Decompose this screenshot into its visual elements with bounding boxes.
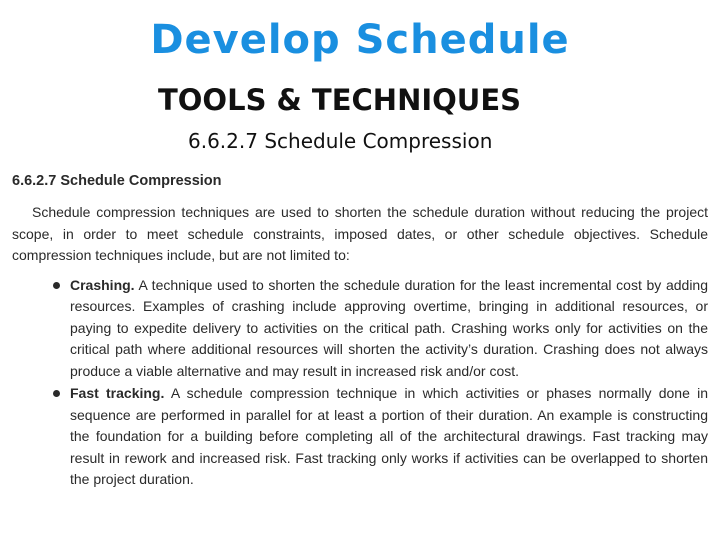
bullet-term: Crashing. [70,276,135,293]
document-heading: 6.6.2.7 Schedule Compression [12,173,222,189]
document-intro: Schedule compression techniques are used to shorten the schedule duration without reducing the project scope, in order to meet schedule constraints, imposed dates, or other schedule objectives. Schedule compression techniques include, but are not limited to: [12,204,708,263]
slide-title: Develop Schedule [150,17,570,63]
bullet-text: A schedule compression technique in which activities or phases normally done in sequence are performed in parallel for at least a portion of their duration. An example is constructing the foundation for a building before completing all of the architectural drawings. Fast tracking may result in rework and increased risk. Fast tracking only works if activities can be overlapped to shorten the project duration. [70,385,708,487]
list-item-fast-tracking [12,383,708,491]
bullet-term: Fast tracking. [70,385,165,401]
bullet-icon [53,390,60,397]
sub-heading: 6.6.2.7 Schedule Compression [188,129,493,153]
list-item-crashing [12,275,708,383]
technique-list [12,275,708,491]
bullet-icon [53,282,60,289]
document-excerpt [12,170,708,492]
section-heading: TOOLS & TECHNIQUES [158,83,522,117]
bullet-text: A technique used to shorten the schedule duration for the least incremental cost by adding resources. Examples of crashing include approving overtime, bringing in additional resources, or paying to expedite delivery to activities on the critical path. Crashing works only for activities on the critical path where additional resources will shorten the activity’s duration. Crashing does not always produce a viable alternative and may result in increased risk and/or cost. [70,276,708,379]
